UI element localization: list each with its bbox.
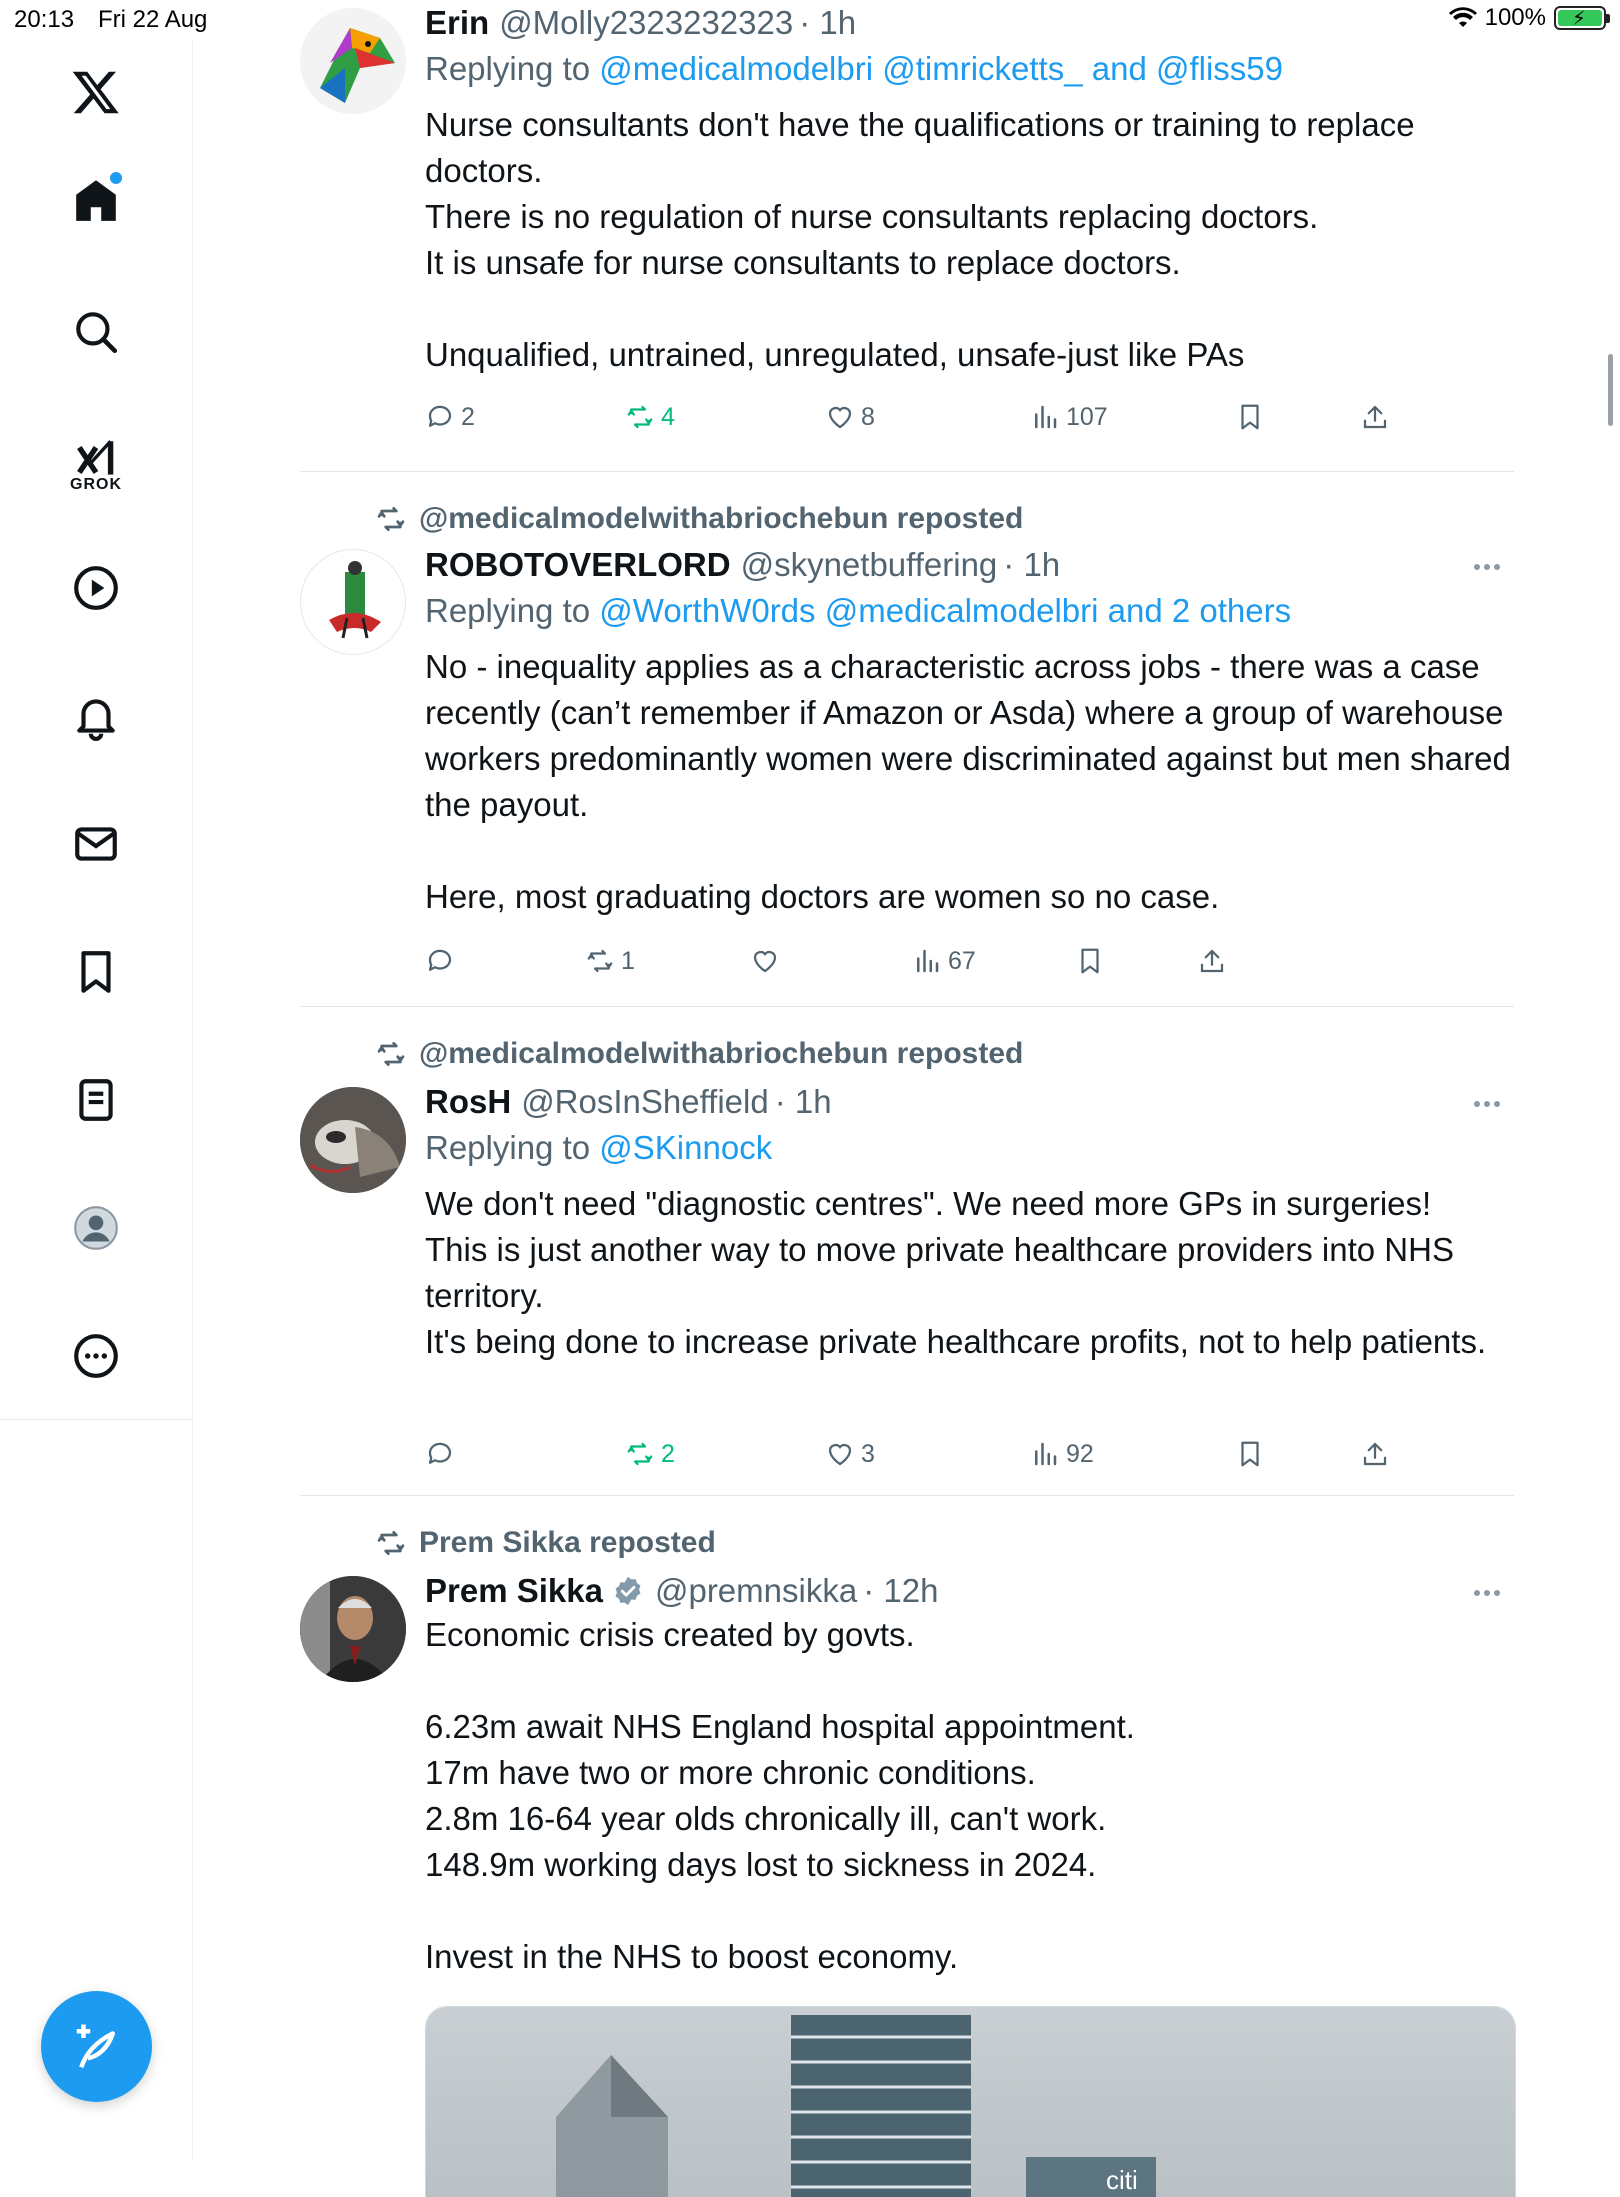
bookmark-icon [1235, 1439, 1265, 1469]
bookmark-button[interactable] [1235, 1439, 1265, 1469]
replying-to-label: Replying to [425, 592, 591, 629]
sidebar-item-home[interactable] [62, 166, 130, 234]
like-count: 8 [861, 402, 875, 431]
bookmark-icon [1235, 402, 1265, 432]
tweet-actions [425, 402, 1514, 442]
sidebar-item-explore[interactable] [62, 298, 130, 366]
author-name[interactable]: ROBOTOVERLORD [425, 546, 731, 583]
avatar[interactable] [300, 1087, 406, 1193]
tweet-image[interactable] [425, 2006, 1516, 2197]
reply-button[interactable] [425, 1439, 461, 1469]
status-date: Fri 22 Aug [98, 6, 208, 33]
repost-icon [375, 1527, 407, 1559]
heart-icon [825, 1439, 855, 1469]
battery-icon [1554, 6, 1606, 30]
bookmark-icon [71, 947, 121, 997]
replying-to-users[interactable]: @medicalmodelbri @timricketts_ and @fliss59 [599, 50, 1283, 87]
views-icon [912, 946, 942, 976]
post-time[interactable]: · 1h [1003, 546, 1061, 583]
author-handle[interactable]: @skynetbuffering [740, 546, 998, 583]
battery-percent: 100% [1484, 4, 1546, 31]
repost-context[interactable] [375, 1037, 1023, 1071]
reply-button[interactable] [425, 946, 461, 976]
tweet[interactable] [300, 1496, 1514, 2195]
repost-count: 2 [661, 1439, 675, 1468]
replying-to-users[interactable]: @WorthW0rds @medicalmodelbri and 2 others [599, 592, 1292, 629]
list-icon [71, 1075, 121, 1125]
bell-icon [71, 691, 121, 741]
repost-button[interactable] [625, 1439, 675, 1469]
post-time[interactable]: · 1h [774, 1083, 832, 1120]
tweet-text: We don't need "diagnostic centres". We need more GPs in surgeries! This is just another way to move private healthcare providers into NHS territory. It's being done to increase private healthcare profits, not to help patients. [425, 1185, 1487, 1360]
views-count: 67 [948, 946, 976, 975]
sidebar-item-videos[interactable] [62, 554, 130, 622]
repost-label: @medicalmodelwithabriochebun reposted [419, 1037, 1024, 1070]
image-building-sign: citi [1106, 2165, 1138, 2195]
share-button[interactable] [1360, 402, 1390, 432]
repost-label: Prem Sikka reposted [419, 1526, 716, 1559]
author-handle[interactable]: @premnsikka [654, 1572, 858, 1609]
tweet-header [425, 4, 1514, 42]
reply-icon [425, 402, 455, 432]
reply-button[interactable] [425, 402, 475, 432]
more-options-icon[interactable] [1474, 1101, 1514, 1107]
search-icon [71, 307, 121, 357]
post-time[interactable]: · 1h [799, 4, 857, 41]
bookmark-button[interactable] [1235, 402, 1265, 432]
reply-icon [425, 946, 455, 976]
bookmark-button[interactable] [1075, 946, 1105, 976]
replying-to-label: Replying to [425, 50, 591, 87]
repost-context[interactable] [375, 1526, 716, 1560]
author-name[interactable]: Prem Sikka [425, 1572, 603, 1609]
sidebar-divider [0, 1419, 192, 1420]
tweet[interactable] [300, 472, 1514, 1006]
verified-badge-icon [611, 1574, 645, 1608]
heart-icon [825, 402, 855, 432]
like-button[interactable] [750, 946, 786, 976]
like-count: 3 [861, 1439, 875, 1468]
repost-icon [585, 946, 615, 976]
tweet-text: No - inequality applies as a characteristic across jobs - there was a case recently (can’t remember if Amazon or Asda) where a group of warehouse workers predominantly women were discriminated against but men shared the payout. Here, most graduating doctors are women so no case. [425, 648, 1511, 915]
post-time[interactable]: · 12h [863, 1572, 939, 1609]
tweet-header [425, 1083, 1514, 1121]
compose-post-button[interactable] [41, 1991, 152, 2102]
repost-label: @medicalmodelwithabriochebun reposted [419, 502, 1024, 535]
charging-icon: ⚡ [1572, 8, 1587, 30]
repost-icon [375, 1038, 407, 1070]
views-button[interactable] [1030, 1439, 1094, 1469]
repost-button[interactable] [585, 946, 635, 976]
like-button[interactable] [825, 402, 875, 432]
heart-icon [750, 946, 780, 976]
share-button[interactable] [1197, 946, 1227, 976]
grok-label: GROK [70, 476, 122, 493]
more-icon [71, 1331, 121, 1381]
views-button[interactable] [912, 946, 976, 976]
x-logo-icon[interactable] [62, 58, 130, 126]
like-button[interactable] [825, 1439, 875, 1469]
replying-to [425, 1129, 1514, 1167]
avatar[interactable] [300, 549, 406, 655]
views-count: 107 [1066, 402, 1108, 431]
mail-icon [71, 819, 121, 869]
tweet[interactable] [300, 0, 1514, 470]
views-button[interactable] [1030, 402, 1108, 432]
more-options-icon[interactable] [1474, 1590, 1514, 1596]
sidebar-item-lists[interactable] [62, 1066, 130, 1134]
author-name[interactable]: RosH [425, 1083, 512, 1120]
tweet-header [425, 546, 1514, 584]
sidebar [0, 40, 193, 2160]
sidebar-item-messages[interactable] [62, 810, 130, 878]
replying-to-label: Replying to [425, 1129, 591, 1166]
scroll-indicator[interactable] [1608, 354, 1613, 426]
author-handle[interactable]: @RosInSheffield [521, 1083, 769, 1120]
sidebar-item-more[interactable] [62, 1322, 130, 1390]
avatar[interactable] [300, 1576, 406, 1682]
share-icon [1197, 946, 1227, 976]
more-options-icon[interactable] [1474, 564, 1514, 570]
tweet[interactable] [300, 1007, 1514, 1495]
views-icon [1030, 402, 1060, 432]
replying-to [425, 592, 1514, 630]
replying-to [425, 50, 1514, 88]
sidebar-item-notifications[interactable] [62, 682, 130, 750]
notification-dot [110, 172, 122, 184]
bookmark-icon [1075, 946, 1105, 976]
tweet-text: Nurse consultants don't have the qualifications or training to replace doctors. There is no regulation of nurse consultants replacing doctors. It is unsafe for nurse consultants to replace doctors. Unqualified, untrained, unregulated, unsafe-just like PAs [425, 106, 1415, 373]
reply-icon [425, 1439, 455, 1469]
tweet-actions [425, 946, 1514, 986]
reply-count: 2 [461, 402, 475, 431]
tweet-text: Economic crisis created by govts. 6.23m await NHS England hospital appointment. 17m have two or more chronic conditions. 2.8m 16-64 year olds chronically ill, can't work. 148.9m working days lost to sickness in 2024. Invest in the NHS to boost economy. [425, 1616, 1135, 1975]
views-count: 92 [1066, 1439, 1094, 1468]
author-handle[interactable]: @Molly2323232323 [499, 4, 794, 41]
repost-icon [375, 503, 407, 535]
play-icon [71, 563, 121, 613]
replying-to-users[interactable]: @SKinnock [599, 1129, 773, 1166]
sidebar-item-profile[interactable] [62, 1194, 130, 1262]
avatar[interactable] [300, 8, 406, 114]
compose-feather-icon [70, 2020, 124, 2074]
share-icon [1360, 402, 1390, 432]
tweet-actions [425, 1439, 1514, 1479]
share-button[interactable] [1360, 1439, 1390, 1469]
author-name[interactable]: Erin [425, 4, 490, 41]
repost-count: 4 [661, 402, 675, 431]
sidebar-item-bookmarks[interactable] [62, 938, 130, 1006]
status-time: 20:13 [14, 6, 75, 33]
repost-icon [625, 402, 655, 432]
repost-context[interactable] [375, 502, 1023, 536]
profile-icon [71, 1203, 121, 1253]
tweet-header [425, 1572, 1514, 1610]
repost-count: 1 [621, 946, 635, 975]
share-icon [1360, 1439, 1390, 1469]
repost-icon [625, 1439, 655, 1469]
repost-button[interactable] [625, 402, 675, 432]
views-icon [1030, 1439, 1060, 1469]
